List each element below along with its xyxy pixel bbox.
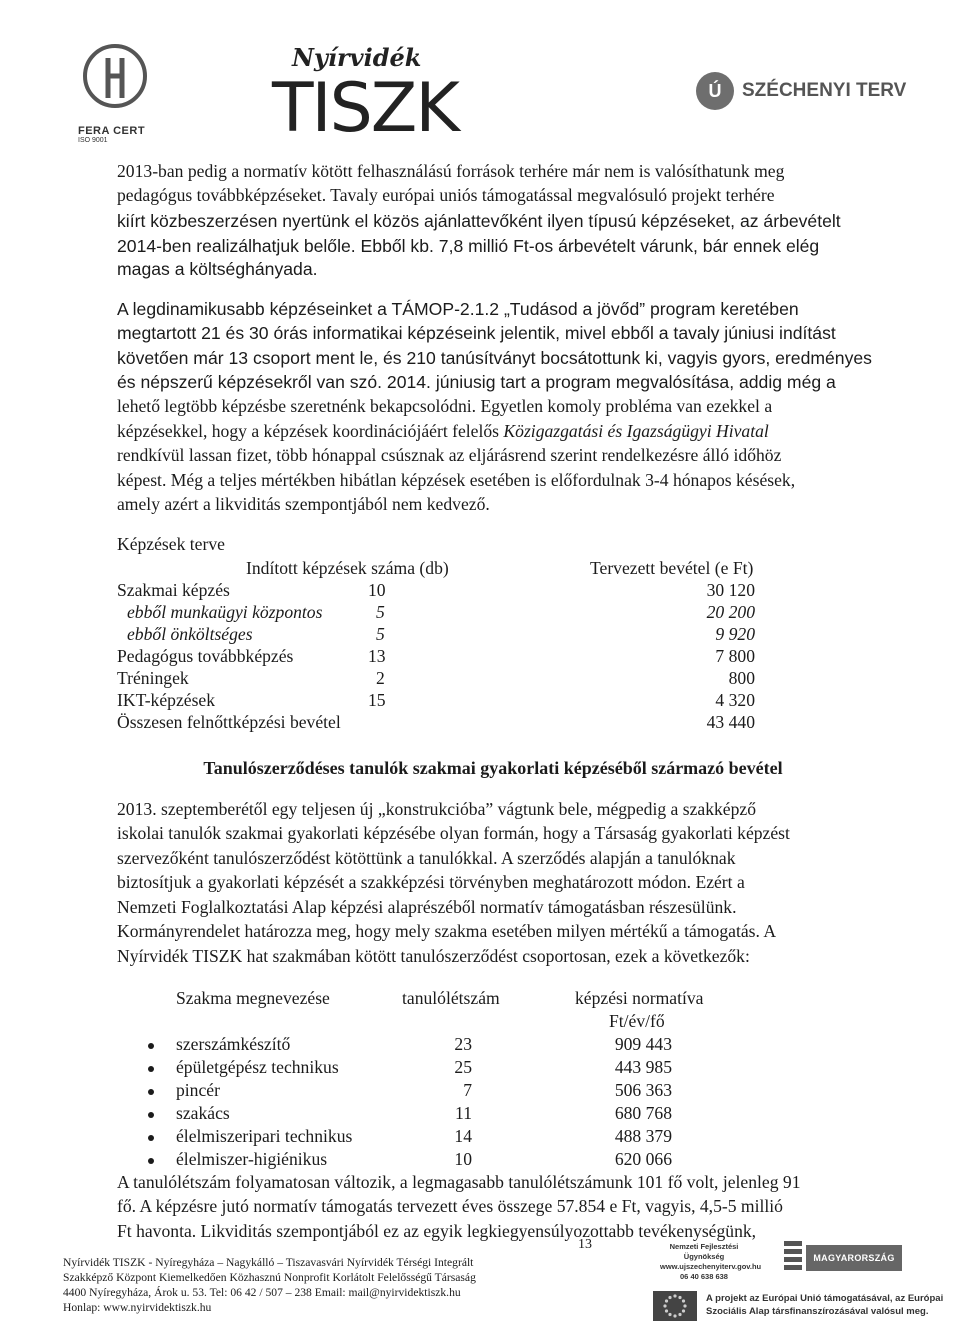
trade-row-count: 14: [454, 1126, 472, 1146]
plan-row-count: 15: [368, 690, 386, 710]
footer-line: Nyírvidék TISZK - Nyíregyháza – Nagykálló – Tiszavasvári Nyírvidék Térségi Integrált: [63, 1256, 474, 1269]
plan-row-count: 2: [376, 668, 385, 688]
plan-row-count: 10: [368, 580, 386, 600]
p4-line: A tanulólétszám folyamatosan változik, a legmagasabb tanulólétszámunk 101 fő volt, jelenleg 91: [117, 1172, 801, 1192]
p2-line: A legdinamikusabb képzéseinket a TÁMOP-2.1.2 „Tudásod a jövőd” program keretében: [117, 299, 799, 319]
plan-row-revenue: 7 800: [715, 646, 755, 666]
p3-line: Nyírvidék TISZK hat szakmában kötött tanulószerződést csoportosan, ezek a következők:: [117, 946, 750, 966]
tiszk-logo: [262, 35, 512, 160]
trade-row-norm: 488 379: [614, 1126, 672, 1146]
feracert-iso: ISO 9001: [78, 137, 108, 144]
trade-col2-header: tanulólétszám: [402, 988, 500, 1008]
feracert-name: FERA CERT: [78, 125, 146, 137]
p1-line: 2014-ben realizálhatjuk belőle. Ebből kb. 7,8 millió Ft-os árbevételt várunk, bár ennek elég: [117, 236, 820, 256]
plan-col2-header: Tervezett bevétel (e Ft): [590, 558, 754, 578]
bullet-icon: [148, 1112, 154, 1118]
p3-line: Kormányrendelet határozza meg, hogy mely szakma esetében milyen mértékű a támogatás. A: [117, 921, 777, 941]
p2-line: követően már 13 csoport ment le, és 210 tanúsítványt bocsátottunk ki, vagyis gyors, eredményes: [117, 348, 872, 368]
tiszk-logo-top: Nyírvidék: [292, 43, 422, 72]
p3-line: biztosítjuk a gyakorlati képzését a szakképzési törvényben meghatározott módon. Ezért a: [117, 872, 745, 892]
p2-line: és népszerű képzésekről van szó. 2014. júniusig tart a program megvalósítása, addig még a: [117, 372, 836, 392]
bullet-icon: [148, 1158, 154, 1164]
feracert-logo: [78, 40, 153, 155]
p1-line: pedagógus továbbképzéseket. Tavaly európai uniós támogatással megvalósuló projekt terhére: [117, 185, 775, 205]
eu-line: Szociális Alap társfinanszírozásával valósul meg.: [706, 1306, 929, 1317]
trade-col3-sub: Ft/év/fő: [609, 1011, 665, 1031]
trade-col1-header: Szakma megnevezése: [176, 988, 330, 1008]
nfu-logo: [660, 1242, 762, 1282]
plan-row-label: Szakmai képzés: [117, 580, 230, 600]
p2-line6-text: képzésekkel, hogy a képzések koordinációjáért felelős: [117, 421, 504, 441]
trade-row-name: épületgépész technikus: [176, 1057, 339, 1077]
trade-row-name: élelmiszeripari technikus: [176, 1126, 353, 1146]
tiszk-logo-main: TISZK: [272, 69, 458, 148]
plan-row-revenue: 4 320: [715, 690, 755, 710]
trade-row-norm: 680 768: [614, 1103, 672, 1123]
plan-col1-header: Indított képzések száma (db): [246, 558, 449, 578]
trade-row-norm: 506 363: [614, 1080, 672, 1100]
plan-row-label: Tréningek: [117, 668, 189, 688]
eu-line: A projekt az Európai Unió támogatásával, az Európai: [706, 1293, 944, 1304]
p1-line: magas a költséghányada.: [117, 259, 318, 279]
szechenyi-text: SZÉCHENYI TERV: [742, 80, 907, 101]
trade-row-name: élelmiszer-higiénikus: [176, 1149, 328, 1169]
p2-line: megtartott 21 és 30 órás informatikai képzéseink jelentik, mivel ebből a tavaly júniusi indítást: [117, 323, 836, 343]
trade-row-name: szakács: [176, 1103, 230, 1123]
trade-row-name: pincér: [176, 1080, 220, 1100]
bullet-icon: [148, 1135, 154, 1141]
footer-line: Szakképző Központ Kiemelkedően Közhasznú Nonprofit Korlátolt Felelősségű Társaság: [63, 1271, 476, 1284]
trade-row-norm: 620 066: [614, 1149, 672, 1169]
p2-line: képest. Még a teljes mértékben hibátlan képzések esetében is előfordulnak 3-4 hónapos késések,: [117, 470, 796, 490]
plan-row-count: 5: [376, 624, 385, 644]
plan-row-revenue: 800: [728, 668, 755, 688]
plan-row-revenue: 30 120: [706, 580, 755, 600]
szechenyi-terv-logo: [696, 72, 907, 116]
footer-line: 4400 Nyíregyháza, Árok u. 53. Tel: 06 42 / 507 – 238 Email: mail@nyirvidektiszk.hu: [63, 1286, 461, 1299]
szechenyi-emblem-icon: Ú: [696, 72, 734, 110]
page-number: 13: [578, 1237, 592, 1252]
plan-table-title: Képzések terve: [117, 534, 225, 554]
bullet-icon: [148, 1043, 154, 1049]
trade-row-count: 7: [463, 1080, 472, 1100]
trade-row-count: 23: [454, 1034, 472, 1054]
trade-row-count: 25: [454, 1057, 472, 1077]
p4-line: Ft havonta. Likviditás szempontjából ez az egyik legkiegyensúlyozottabb tevékenységünk,: [117, 1221, 757, 1241]
magyarorszag-text: MAGYARORSZÁG MEGÚJUL: [806, 1245, 902, 1271]
eu-support-text: [706, 1292, 943, 1318]
trade-row-norm: 443 985: [614, 1057, 672, 1077]
plan-row-label: Pedagógus továbbképzés: [117, 646, 294, 666]
p2-line: lehető legtöbb képzésbe szeretnénk bekapcsolódni. Egyetlen komoly probléma van ezekkel a: [117, 396, 773, 416]
eu-flag-icon: [653, 1291, 697, 1321]
plan-row-label: ebből munkaügyi központos: [127, 602, 323, 622]
trade-col3-header: képzési normatíva: [575, 988, 704, 1008]
trade-row-name: szerszámkészítő: [176, 1034, 291, 1054]
plan-row-count: 13: [368, 646, 386, 666]
p1-line: kiírt közbeszerzésen nyertünk el közös ajánlattevőként ilyen típusú képzéseket, az árbevételt: [117, 211, 841, 231]
footer-line: Honlap: www.nyirvidektiszk.hu: [63, 1301, 212, 1314]
plan-row-revenue: 9 920: [715, 624, 755, 644]
trade-row-count: 10: [454, 1149, 472, 1169]
p3-line: Nemzeti Foglalkoztatási Alap képzési alaprészéből normatív támogatásban részesülünk.: [117, 897, 737, 917]
bullet-icon: [148, 1089, 154, 1095]
bullet-icon: [148, 1066, 154, 1072]
p3-line: iskolai tanulók szakmai gyakorlati képzésébe olyan formán, hogy a Társaság gyakorlati képzést: [117, 823, 790, 843]
p3-line: 2013. szeptemberétől egy teljesen új „konstrukcióba” vágtunk bele, mégpedig a szakképző: [117, 799, 757, 819]
plan-row-count: 5: [376, 602, 385, 622]
p4-line: fő. A képzésre jutó normatív támogatás tervezett éves összege 57.854 e Ft, vagyis, 4,5-5 millió: [117, 1196, 783, 1216]
trade-row-norm: 909 443: [614, 1034, 672, 1054]
section-heading: Tanulószerződéses tanulók szakmai gyakorlati képzéséből származó bevétel: [203, 758, 783, 778]
p2-line: amely azért a likviditás szempontjából nem kedvező.: [117, 494, 490, 514]
feracert-emblem-icon: [78, 40, 153, 120]
plan-row-label: Összesen felnőttképzési bevétel: [117, 712, 341, 732]
kih-name: Közigazgatási és Igazságügyi Hivatal: [503, 421, 769, 441]
plan-row-revenue: 43 440: [706, 712, 755, 732]
nfu-line: www.ujszechenyiterv.gov.hu: [660, 1262, 762, 1271]
p2-line: [117, 421, 869, 442]
p3-line: szervezőként tanulószerződést kötöttünk a tanulókkal. A szerződés alapján a tanulóknak: [117, 848, 736, 868]
plan-row-label: IKT-képzések: [117, 690, 216, 710]
trade-row-count: 11: [455, 1103, 472, 1123]
p2-line: rendkívül lassan fizet, több hónappal csúsznak az eljárásrend szerint rendelkezésre álló időhöz: [117, 445, 782, 465]
p1-line: 2013-ban pedig a normatív kötött felhasználású források terhére már nem is valósíthatunk meg: [117, 161, 785, 181]
magyarorszag-megujul-logo: [784, 1241, 904, 1289]
plan-row-label: ebből önköltséges: [127, 624, 253, 644]
plan-row-revenue: 20 200: [706, 602, 755, 622]
nfu-line: 06 40 638 638: [680, 1272, 728, 1281]
nfu-line: Nemzeti Fejlesztési Ügynökség: [669, 1242, 739, 1261]
